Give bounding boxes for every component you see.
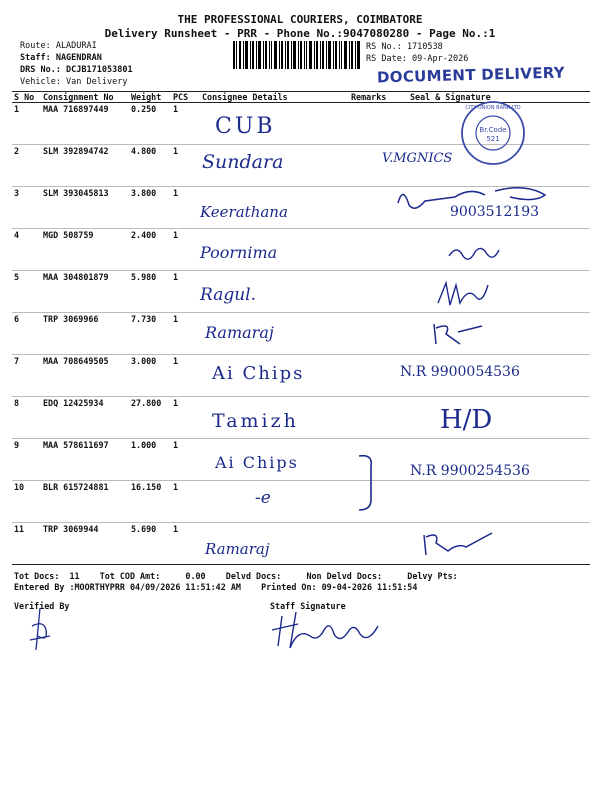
seal-bank-name: CITY UNION BANK LTD (465, 105, 521, 111)
handwritten-consignee-11: Ramaraj (205, 540, 270, 558)
cell-weight: 1.000 (129, 439, 171, 481)
cell-pcs: 1 (171, 229, 200, 271)
cell-pcs: 1 (171, 439, 200, 481)
cell-pcs: 1 (171, 523, 200, 565)
handwritten-consignee-2: Sundara (202, 151, 284, 173)
cell-sno: 5 (12, 271, 41, 313)
handwritten-consignee-3: Keerathana (200, 203, 288, 221)
signature-text-8: H/D (440, 405, 493, 435)
cell-sno: 3 (12, 187, 41, 229)
cell-consignment: MAA 716897449 (41, 103, 129, 145)
handwritten-consignee-4: Poornima (200, 243, 278, 262)
cell-sno: 7 (12, 355, 41, 397)
cell-pcs: 1 (171, 397, 200, 439)
cell-seal (408, 397, 590, 439)
signature-text-3: 9003512193 (450, 204, 540, 220)
runsheet-subtitle: Delivery Runsheet - PRR - Phone No.:9047080280 - Page No.:1 (104, 27, 496, 40)
cell-consignment: BLR 615724881 (41, 481, 129, 523)
company-title: THE PROFESSIONAL COURIERS, COIMBATORE (177, 13, 423, 26)
col-weight: Weight (129, 92, 171, 103)
cell-remarks (349, 271, 408, 313)
cell-pcs: 1 (171, 481, 200, 523)
vehicle-label: Vehicle: Van Delivery (20, 77, 128, 87)
entered-by-line: Entered By :MOORTHYPRR 04/09/2026 11:51:42 AM Printed On: 09-04-2026 11:51:54 (14, 582, 418, 592)
cell-weight: 0.250 (129, 103, 171, 145)
cell-consignment: MAA 578611697 (41, 439, 129, 481)
route-label: Route: ALADURAI (20, 41, 97, 51)
signature-row-5 (432, 277, 492, 311)
table-row (12, 313, 590, 355)
cell-sno: 8 (12, 397, 41, 439)
bank-seal-stamp (458, 98, 528, 168)
seal-branch-code-label: Br.Code (479, 126, 507, 134)
verified-by-label: Verified By (14, 601, 70, 611)
cell-sno: 9 (12, 439, 41, 481)
cell-pcs: 1 (171, 187, 200, 229)
col-sno: S No (12, 92, 41, 103)
cell-consignment: MAA 708649505 (41, 355, 129, 397)
cell-sno: 2 (12, 145, 41, 187)
cell-pcs: 1 (171, 145, 200, 187)
cell-weight: 16.150 (129, 481, 171, 523)
cell-consignment: MAA 304801879 (41, 271, 129, 313)
cell-weight: 4.800 (129, 145, 171, 187)
cell-weight: 3.800 (129, 187, 171, 229)
cell-remarks (349, 229, 408, 271)
table-row (12, 481, 590, 523)
cell-consignment: TRP 3069966 (41, 313, 129, 355)
cell-weight: 27.800 (129, 397, 171, 439)
cell-sno: 1 (12, 103, 41, 145)
signature-text-10: N.R 9900254536 (410, 463, 530, 479)
cell-sno: 6 (12, 313, 41, 355)
cell-pcs: 1 (171, 313, 200, 355)
cell-pcs: 1 (171, 355, 200, 397)
handwritten-consignee-5: Ragul. (200, 285, 256, 305)
cell-sno: 4 (12, 229, 41, 271)
cell-weight: 7.730 (129, 313, 171, 355)
signature-text-2: V.MGNICS (382, 151, 453, 166)
cell-sno: 10 (12, 481, 41, 523)
staff-label: Staff: NAGENDRAN (20, 53, 102, 63)
cell-remarks (349, 103, 408, 145)
cell-consignment: MGD 508759 (41, 229, 129, 271)
col-consignee: Consignee Details (200, 92, 349, 103)
rs-number: RS No.: 1710538 (366, 42, 443, 52)
cell-remarks (349, 397, 408, 439)
cell-consignment: SLM 393045813 (41, 187, 129, 229)
staff-signature-label: Staff Signature (270, 601, 346, 611)
totals-line: Tot Docs: 11 Tot COD Amt: 0.00 Delvd Docs: Non Delvd Docs: Delvy Pts: (14, 571, 458, 581)
bracket-mark (355, 452, 385, 514)
cell-remarks (349, 523, 408, 565)
handwritten-consignee-8: Tamizh (212, 410, 299, 432)
verified-signature (26, 606, 56, 654)
col-consignment: Consignment No (41, 92, 129, 103)
cell-sno: 11 (12, 523, 41, 565)
signature-row-4 (445, 240, 505, 268)
cell-seal (408, 481, 590, 523)
col-seal-signature: Seal & Signature (408, 92, 590, 103)
cell-weight: 5.690 (129, 523, 171, 565)
table-row (12, 523, 590, 565)
handwritten-consignee-7: Ai Chips (212, 363, 305, 384)
rs-date: RS Date: 09-Apr-2026 (366, 54, 469, 64)
col-remarks: Remarks (349, 92, 408, 103)
cell-consignment: SLM 392894742 (41, 145, 129, 187)
document-delivery-stamp: DOCUMENT DELIVERY (376, 63, 566, 87)
cell-weight: 3.000 (129, 355, 171, 397)
signature-text-7: N.R 9900054536 (400, 364, 520, 380)
staff-signature (268, 606, 383, 654)
cell-consignee (200, 481, 349, 523)
barcode (233, 41, 361, 69)
handwritten-consignee-6: Ramaraj (205, 323, 274, 342)
handwritten-consignee-10: -e (255, 488, 271, 508)
table-row (12, 397, 590, 439)
cell-remarks (349, 313, 408, 355)
handwritten-consignee-9: Ai Chips (215, 453, 299, 472)
handwritten-consignee-1: CUB (215, 114, 276, 139)
cell-weight: 2.400 (129, 229, 171, 271)
cell-weight: 5.980 (129, 271, 171, 313)
table-row (12, 271, 590, 313)
signature-row-11 (418, 525, 498, 561)
seal-branch-code-value: 521 (486, 135, 500, 143)
cell-pcs: 1 (171, 271, 200, 313)
drs-label: DRS No.: DCJB171053801 (20, 65, 133, 75)
cell-consignment: EDQ 12425934 (41, 397, 129, 439)
signature-row-6 (428, 318, 488, 348)
cell-pcs: 1 (171, 103, 200, 145)
col-pcs: PCS (171, 92, 200, 103)
cell-consignment: TRP 3069944 (41, 523, 129, 565)
